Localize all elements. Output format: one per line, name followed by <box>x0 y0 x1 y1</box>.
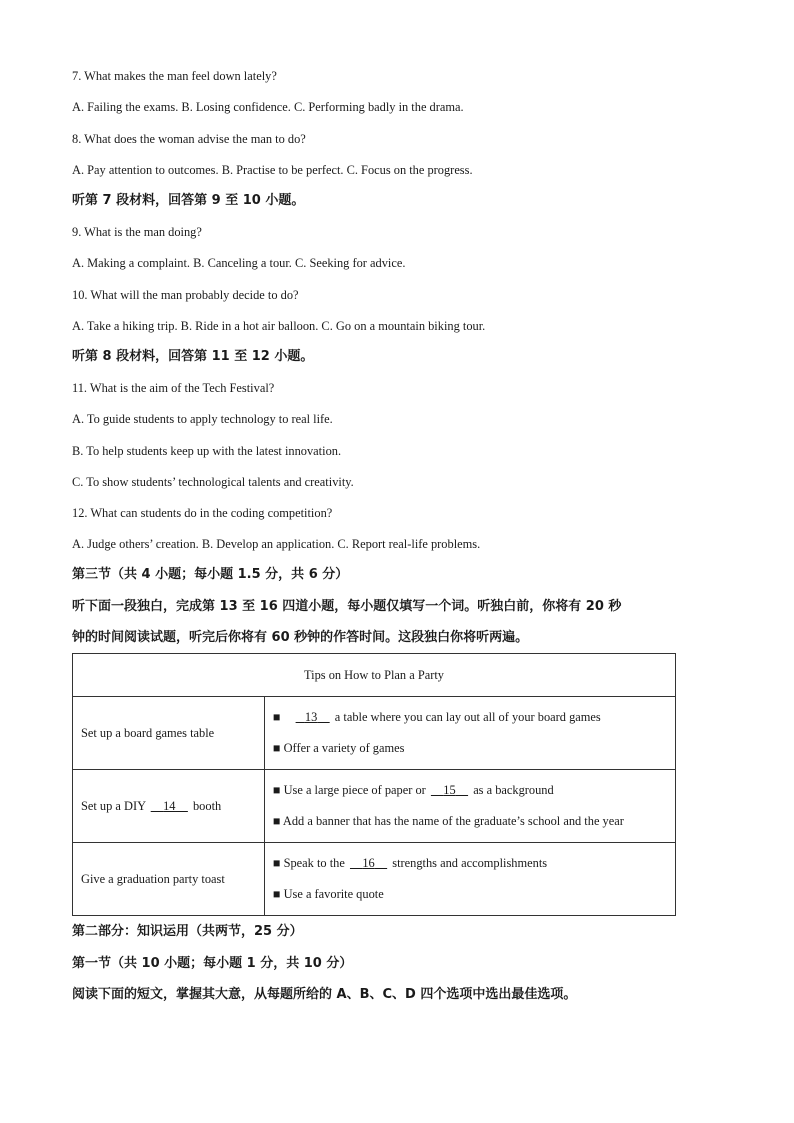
table-row <box>73 843 676 916</box>
row2-bullet2 <box>273 806 667 837</box>
bullet-icon: ■ <box>273 814 281 828</box>
q10-options: A. Take a hiking trip. B. Ride in a hot air balloon. C. Go on a mountain biking tour. <box>72 319 486 333</box>
row3-bullet2-text: Use a favorite quote <box>283 887 384 901</box>
q7-options: A. Failing the exams. B. Losing confidence. C. Performing badly in the drama. <box>72 100 464 114</box>
section7-heading: 听第 7 段材料，回答第 9 至 10 小题。 <box>72 193 305 208</box>
q9-options: A. Making a complaint. B. Canceling a tour. C. Seeking for advice. <box>72 256 406 270</box>
q7-question: 7. What makes the man feel down lately? <box>72 69 277 83</box>
section1-instruction: 阅读下面的短文，掌握其大意，从每题所给的 A、B、C、D 四个选项中选出最佳选项。 <box>72 987 577 1002</box>
bullet-icon: ■ <box>273 741 281 755</box>
part3-instruction-line2: 钟的时间阅读试题，听完后你将有 60 秒钟的作答时间。这段独白你将听两遍。 <box>72 630 529 645</box>
tips-table <box>72 653 676 916</box>
row1-bullet2-text: Offer a variety of games <box>283 741 405 755</box>
q9-question: 9. What is the man doing? <box>72 225 202 239</box>
row2-details <box>265 770 676 843</box>
q10-question: 10. What will the man probably decide to do? <box>72 288 299 302</box>
blank-13[interactable]: 13 <box>304 710 318 724</box>
part3-heading: 第三节（共 4 小题；每小题 1.5 分，共 6 分） <box>72 567 349 582</box>
bullet-icon: ■ <box>273 856 281 870</box>
row2-bullet1: ■ Use a large piece of paper or 15 as a background <box>273 775 667 806</box>
row3-tip: Give a graduation party toast <box>73 843 265 916</box>
row3-bullet2 <box>273 879 667 910</box>
row1-details <box>265 697 676 770</box>
bullet-icon: ■ <box>273 710 281 724</box>
bullet-icon: ■ <box>273 887 281 901</box>
table-row <box>73 697 676 770</box>
q11-option-a: A. To guide students to apply technology to real life. <box>72 412 333 426</box>
blank-14[interactable]: 14 <box>163 798 176 813</box>
row2-bullet2-text: Add a banner that has the name of the graduate’s school and the year <box>282 814 624 828</box>
q12-question: 12. What can students do in the coding competition? <box>72 506 333 520</box>
q12-options: A. Judge others’ creation. B. Develop an application. C. Report real-life problems. <box>72 537 481 551</box>
table-title: Tips on How to Plan a Party <box>73 654 676 697</box>
table-header-row <box>73 654 676 697</box>
row2-tip: Set up a DIY 14 booth <box>73 770 265 843</box>
blank-16[interactable]: 16 <box>362 856 375 870</box>
row1-bullet1-text: a table where you can lay out all of your board games <box>334 710 601 724</box>
bullet-icon: ■ <box>273 783 281 797</box>
q11-question: 11. What is the aim of the Tech Festival? <box>72 381 275 395</box>
part3-instruction-line1: 听下面一段独白，完成第 13 至 16 四道小题，每小题仅填写一个词。听独白前，你将有 20 秒 <box>72 599 622 614</box>
blank-15[interactable]: 15 <box>443 783 456 797</box>
row1-tip: Set up a board games table <box>73 697 265 770</box>
section1-heading: 第一节（共 10 小题；每小题 1 分，共 10 分） <box>72 956 353 971</box>
row3-bullet1: ■ Speak to the 16 strengths and accomplishments <box>273 848 667 879</box>
part2-heading: 第二部分：知识运用（共两节，25 分） <box>72 924 303 939</box>
q8-question: 8. What does the woman advise the man to do? <box>72 132 306 146</box>
row1-bullet1 <box>273 702 667 733</box>
section8-heading: 听第 8 段材料，回答第 11 至 12 小题。 <box>72 349 314 364</box>
row3-details <box>265 843 676 916</box>
table-row <box>73 770 676 843</box>
row1-bullet2 <box>273 733 667 764</box>
q8-options: A. Pay attention to outcomes. B. Practise to be perfect. C. Focus on the progress. <box>72 163 473 177</box>
q11-option-b: B. To help students keep up with the latest innovation. <box>72 444 342 458</box>
q11-option-c: C. To show students’ technological talents and creativity. <box>72 475 354 489</box>
